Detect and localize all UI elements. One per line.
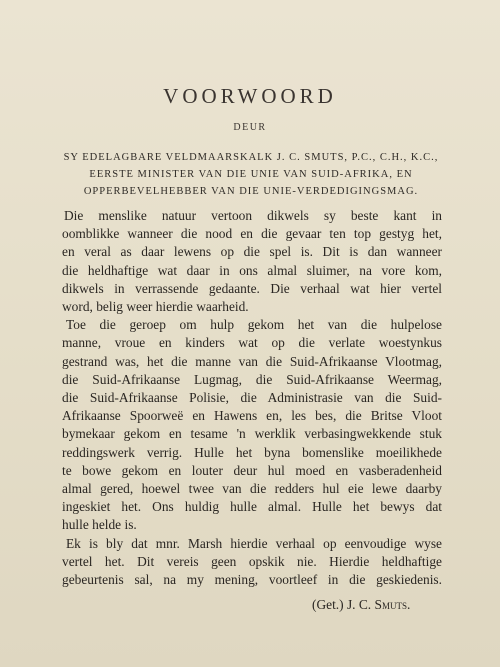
page-title: VOORWOORD (163, 84, 337, 108)
dedication-line: EERSTE MINISTER VAN DIE UNIE VAN SUID-AFRIKA, EN (89, 169, 413, 180)
signature (312, 597, 410, 613)
text-line: bymekaar gekom en tesame 'n werklik verbasingwekkende stuk (62, 426, 442, 442)
dedication-line: SY EDELAGBARE VELDMAARSKALK J. C. SMUTS, P.C., C.H., K.C., (63, 152, 439, 163)
foreword-body (62, 207, 442, 589)
byline: DEUR (233, 122, 267, 133)
text-line: die Suid-Afrikaanse Polisie, die Administrasie van die Suid- (62, 390, 442, 406)
signature-prefix: (Get.) J. C. (312, 597, 372, 612)
text-line: manne, vroue en kinders wat op die verlate woestynkus (62, 335, 442, 351)
text-line: Die menslike natuur vertoon dikwels sy beste kant in (64, 208, 442, 223)
signature-name: Smuts. (374, 597, 411, 612)
text-line: gebeurtenis sal, na my mening, voortleef in die geskiedenis. (62, 572, 442, 588)
text-line: word, belig weer hierdie waarheid. (62, 299, 249, 315)
text-line: die heldhaftige wat daar in ons almal sluimer, na vore kom, (62, 262, 442, 278)
text-line: vertel het. Dit vereis geen opskik nie. Hierdie heldhaftige (62, 553, 442, 569)
text-line: gestrand was, het die manne van die Suid-Afrikaanse Vlootmag, (62, 353, 442, 369)
text-line: te bowe gekom en louter deur hul moed en vasberadenheid (62, 462, 442, 478)
text-line: en veral as daar lewens op die spel is. Dit is dan wanneer (62, 244, 442, 260)
text-line: ingeskiet het. Ons huldig hulle almal. Hulle het bewys dat (62, 499, 442, 515)
text-line: die Suid-Afrikaanse Lugmag, die Suid-Afrikaanse Weermag, (62, 371, 442, 387)
text-line: almal gered, hoewel twee van die redders hul eie lewe daarby (62, 481, 442, 497)
text-line: Toe die geroep om hulp gekom het van die hulpelose (66, 317, 442, 333)
text-line: dikwels in verrassende gedaante. Die verhaal wat hier vertel (62, 280, 442, 296)
text-line: Afrikaanse Spoorweë en Hawens en, les bes, die Britse Vloot (62, 408, 442, 424)
text-line: oomblikke wanneer die nood en die gevaar ten top gestyg het, (62, 226, 442, 242)
dedication (40, 149, 462, 200)
text-line: hulle helde is. (62, 517, 137, 533)
text-line: Ek is bly dat mnr. Marsh hierdie verhaal op eenvoudige wyse (66, 535, 442, 551)
text-line: reddingswerk verrig. Hulle het byna bomenslike moeilikhede (62, 444, 442, 460)
dedication-line: OPPERBEVELHEBBER VAN DIE UNIE-VERDEDIGINGSMAG. (83, 186, 419, 197)
